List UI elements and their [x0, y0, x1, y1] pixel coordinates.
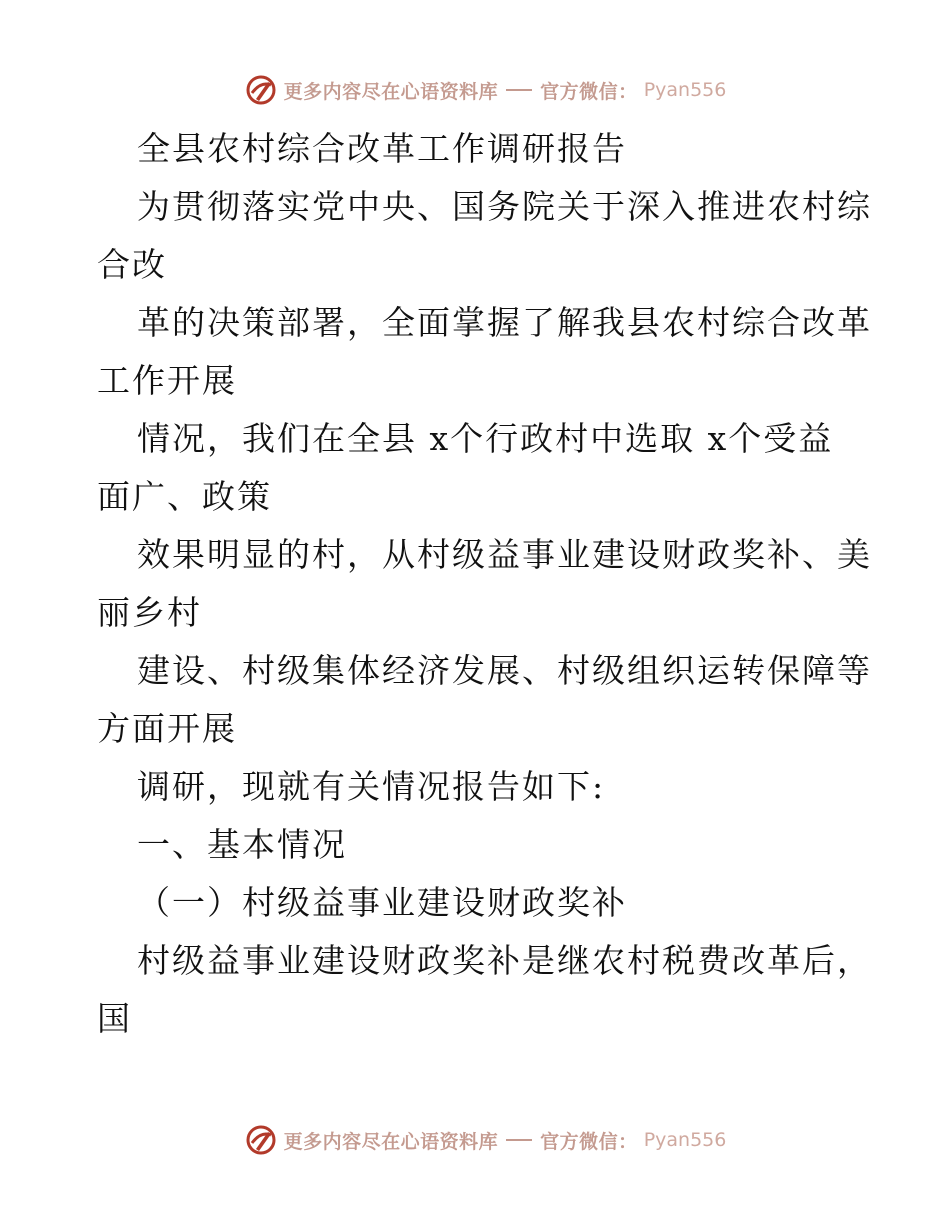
text-line: 调研，现就有关情况报告如下:: [137, 767, 606, 806]
text-line: 方面开展: [97, 709, 237, 748]
text-line: 全县农村综合改革工作调研报告: [137, 129, 627, 168]
watermark-text: 更多内容尽在心语资料库: [283, 1130, 499, 1153]
document-body: [97, 120, 872, 1048]
text-line: 国: [97, 999, 132, 1038]
brand-logo-icon: [244, 73, 278, 107]
watermark-footer: [0, 1120, 950, 1160]
text-line: （一）村级益事业建设财政奖补: [137, 883, 627, 922]
watermark-wechat-id: Pyan556: [643, 1129, 727, 1151]
watermark-dash: [506, 1139, 532, 1141]
watermark-text: 更多内容尽在心语资料库: [283, 80, 499, 103]
text-line: 建设、村级集体经济发展、村级组织运转保障等: [137, 651, 872, 690]
watermark-header: [0, 70, 950, 110]
watermark-dash: [506, 89, 532, 91]
text-line: 合改: [97, 245, 167, 284]
text-line: 一、基本情况: [137, 825, 347, 864]
brand-logo-icon: [244, 1123, 278, 1157]
text-line: 村级益事业建设财政奖补是继农村税费改革后，: [137, 941, 872, 980]
text-line: 丽乡村: [97, 593, 202, 632]
watermark-wechat-label: 官方微信：: [540, 1130, 638, 1153]
text-line: 革的决策部署，全面掌握了解我县农村综合改革: [137, 303, 872, 342]
text-line: 情况，我们在全县 x个行政村中选取 x个受益: [137, 419, 834, 458]
watermark-wechat-id: Pyan556: [643, 79, 727, 101]
text-line: 面广、政策: [97, 477, 272, 516]
text-line: 为贯彻落实党中央、国务院关于深入推进农村综: [137, 187, 872, 226]
text-line: 效果明显的村，从村级益事业建设财政奖补、美: [137, 535, 872, 574]
watermark-wechat-label: 官方微信：: [540, 80, 638, 103]
text-line: 工作开展: [97, 361, 237, 400]
